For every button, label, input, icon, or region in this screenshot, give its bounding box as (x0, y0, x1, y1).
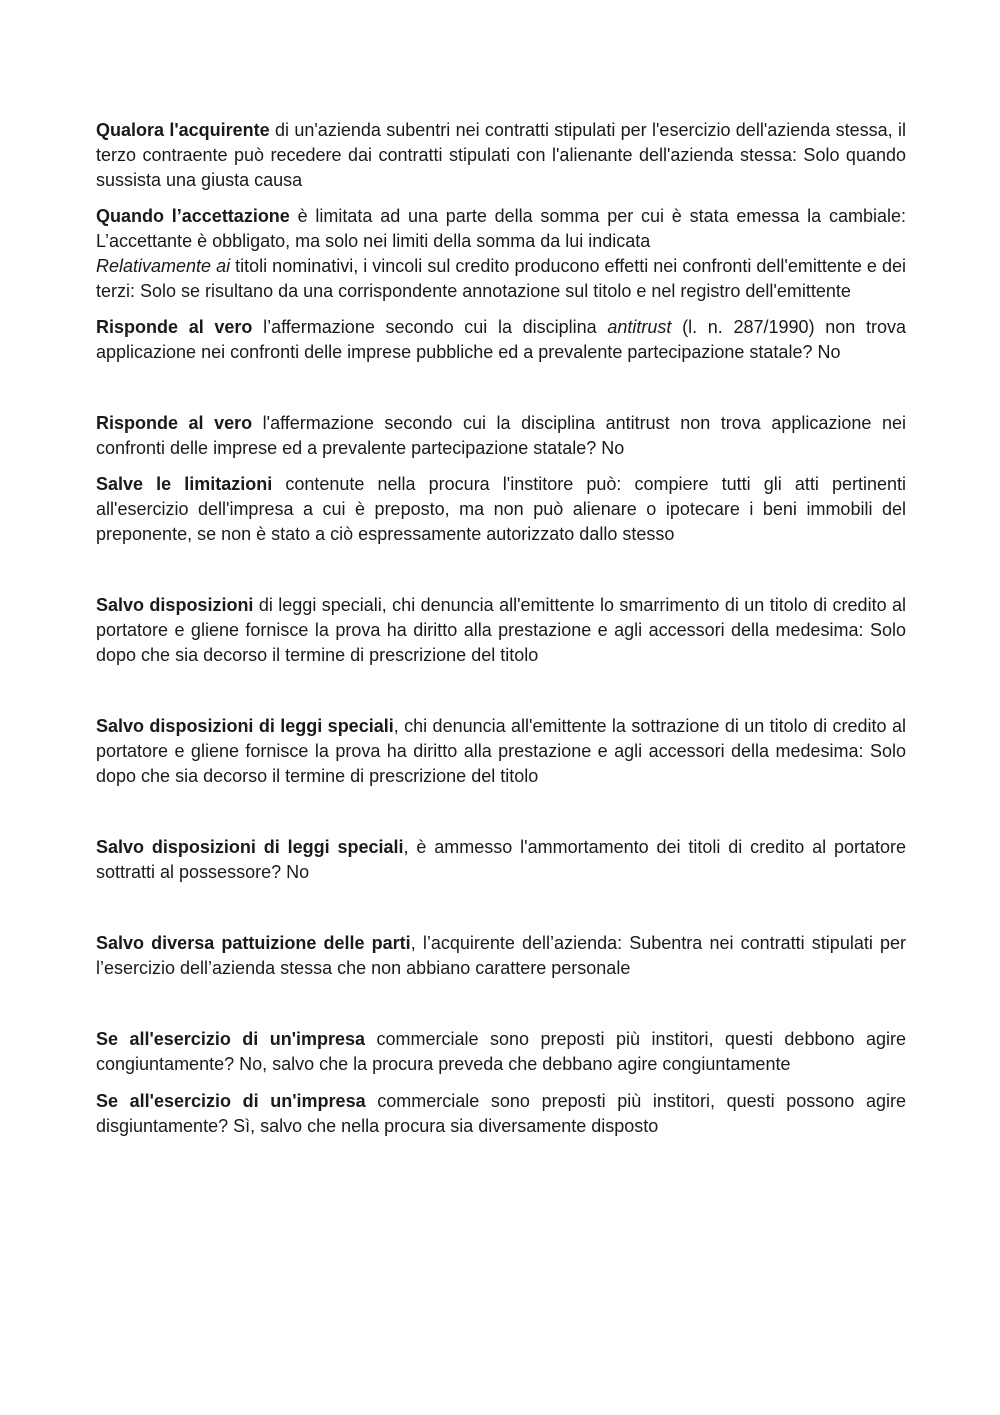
paragraph-body: è limitata ad una parte della somma per cui è stata emessa la cambiale: L’accettante è obbligato, ma solo nei limiti della somma da lui indicata (96, 206, 906, 251)
paragraph-lead: Risponde al vero (96, 317, 253, 337)
paragraph-salve (96, 472, 906, 547)
paragraph-relativamente (96, 254, 906, 304)
paragraph-salvo-smarrimento (96, 593, 906, 668)
paragraph-italic: antitrust (607, 317, 672, 337)
paragraph-lead: Relativamente ai (96, 256, 231, 276)
paragraph-lead: Salve le limitazioni (96, 474, 273, 494)
paragraph-risponde-1 (96, 315, 906, 365)
paragraph-lead: Salvo disposizioni di leggi speciali (96, 716, 394, 736)
paragraph-body: contenute nella procura l'institore può: compiere tutti gli atti pertinenti all'esercizio dell'impresa a cui è preposto, ma non può alienare o ipotecare i beni immobili del preponente, se non è stato a ciò espressamente autorizzato dallo stesso (96, 474, 906, 544)
paragraph-lead: Se all'esercizio di un'impresa (96, 1029, 366, 1049)
paragraph-body: commerciale sono preposti più institori, questi debbono agire congiuntamente? No, salvo che la procura preveda che debbano agire congiuntamente (96, 1029, 906, 1074)
paragraph-lead: Risponde al vero (96, 413, 253, 433)
paragraph-body: titoli nominativi, i vincoli sul credito producono effetti nei confronti dell'emittente e dei terzi: Solo se risultano da una corrispondente annotazione sul titolo e nel registro dell'emittente (96, 256, 906, 301)
paragraph-lead: Salvo diversa pattuizione delle parti (96, 933, 411, 953)
paragraph-body: , l’acquirente dell’azienda: Subentra nei contratti stipulati per l’esercizio dell’azienda stessa che non abbiano carattere personale (96, 933, 906, 978)
paragraph-risponde-2 (96, 411, 906, 461)
document-page (96, 118, 906, 1139)
paragraph-body: (l. n. 287/1990) non trova applicazione nei confronti delle imprese pubbliche ed a prevalente partecipazione statale? No (96, 317, 906, 362)
paragraph-lead: Salvo disposizioni (96, 595, 254, 615)
paragraph-body: , è ammesso l'ammortamento dei titoli di credito al portatore sottratti al possessore? No (96, 837, 906, 882)
paragraph-se-congiuntamente (96, 1027, 906, 1077)
paragraph-body: di leggi speciali, chi denuncia all'emittente lo smarrimento di un titolo di credito al portatore e gliene fornisce la prova ha diritto alla prestazione e agli accessori della medesima: Solo dopo che sia decorso il termine di prescrizione del titolo (96, 595, 906, 665)
paragraph-salvo-ammortamento (96, 835, 906, 885)
paragraph-lead: Salvo disposizioni di leggi speciali (96, 837, 404, 857)
paragraph-body: l’affermazione secondo cui la disciplina (252, 317, 608, 337)
paragraph-qualora (96, 118, 906, 193)
paragraph-se-disgiuntamente (96, 1089, 906, 1139)
paragraph-salvo-pattuizione (96, 931, 906, 981)
paragraph-body: , chi denuncia all'emittente la sottrazione di un titolo di credito al portatore e gliene fornisce la prova ha diritto alla prestazione e agli accessori della medesima: Solo dopo che sia decorso il termine di prescrizione del titolo (96, 716, 906, 786)
paragraph-body: l'affermazione secondo cui la disciplina antitrust non trova applicazione nei confronti delle imprese ed a prevalente partecipazione statale? No (96, 413, 906, 458)
paragraph-lead: Qualora l'acquirente (96, 120, 270, 140)
paragraph-lead: Quando l’accettazione (96, 206, 290, 226)
paragraph-quando (96, 204, 906, 254)
paragraph-body: commerciale sono preposti più institori, questi possono agire disgiuntamente? Sì, salvo che nella procura sia diversamente disposto (96, 1091, 906, 1136)
paragraph-lead: Se all'esercizio di un'impresa (96, 1091, 366, 1111)
paragraph-salvo-sottrazione (96, 714, 906, 789)
paragraph-body: di un'azienda subentri nei contratti stipulati per l'esercizio dell'azienda stessa, il terzo contraente può recedere dai contratti stipulati con l'alienante dell'azienda stessa: Solo quando sussista una giusta causa (96, 120, 906, 190)
